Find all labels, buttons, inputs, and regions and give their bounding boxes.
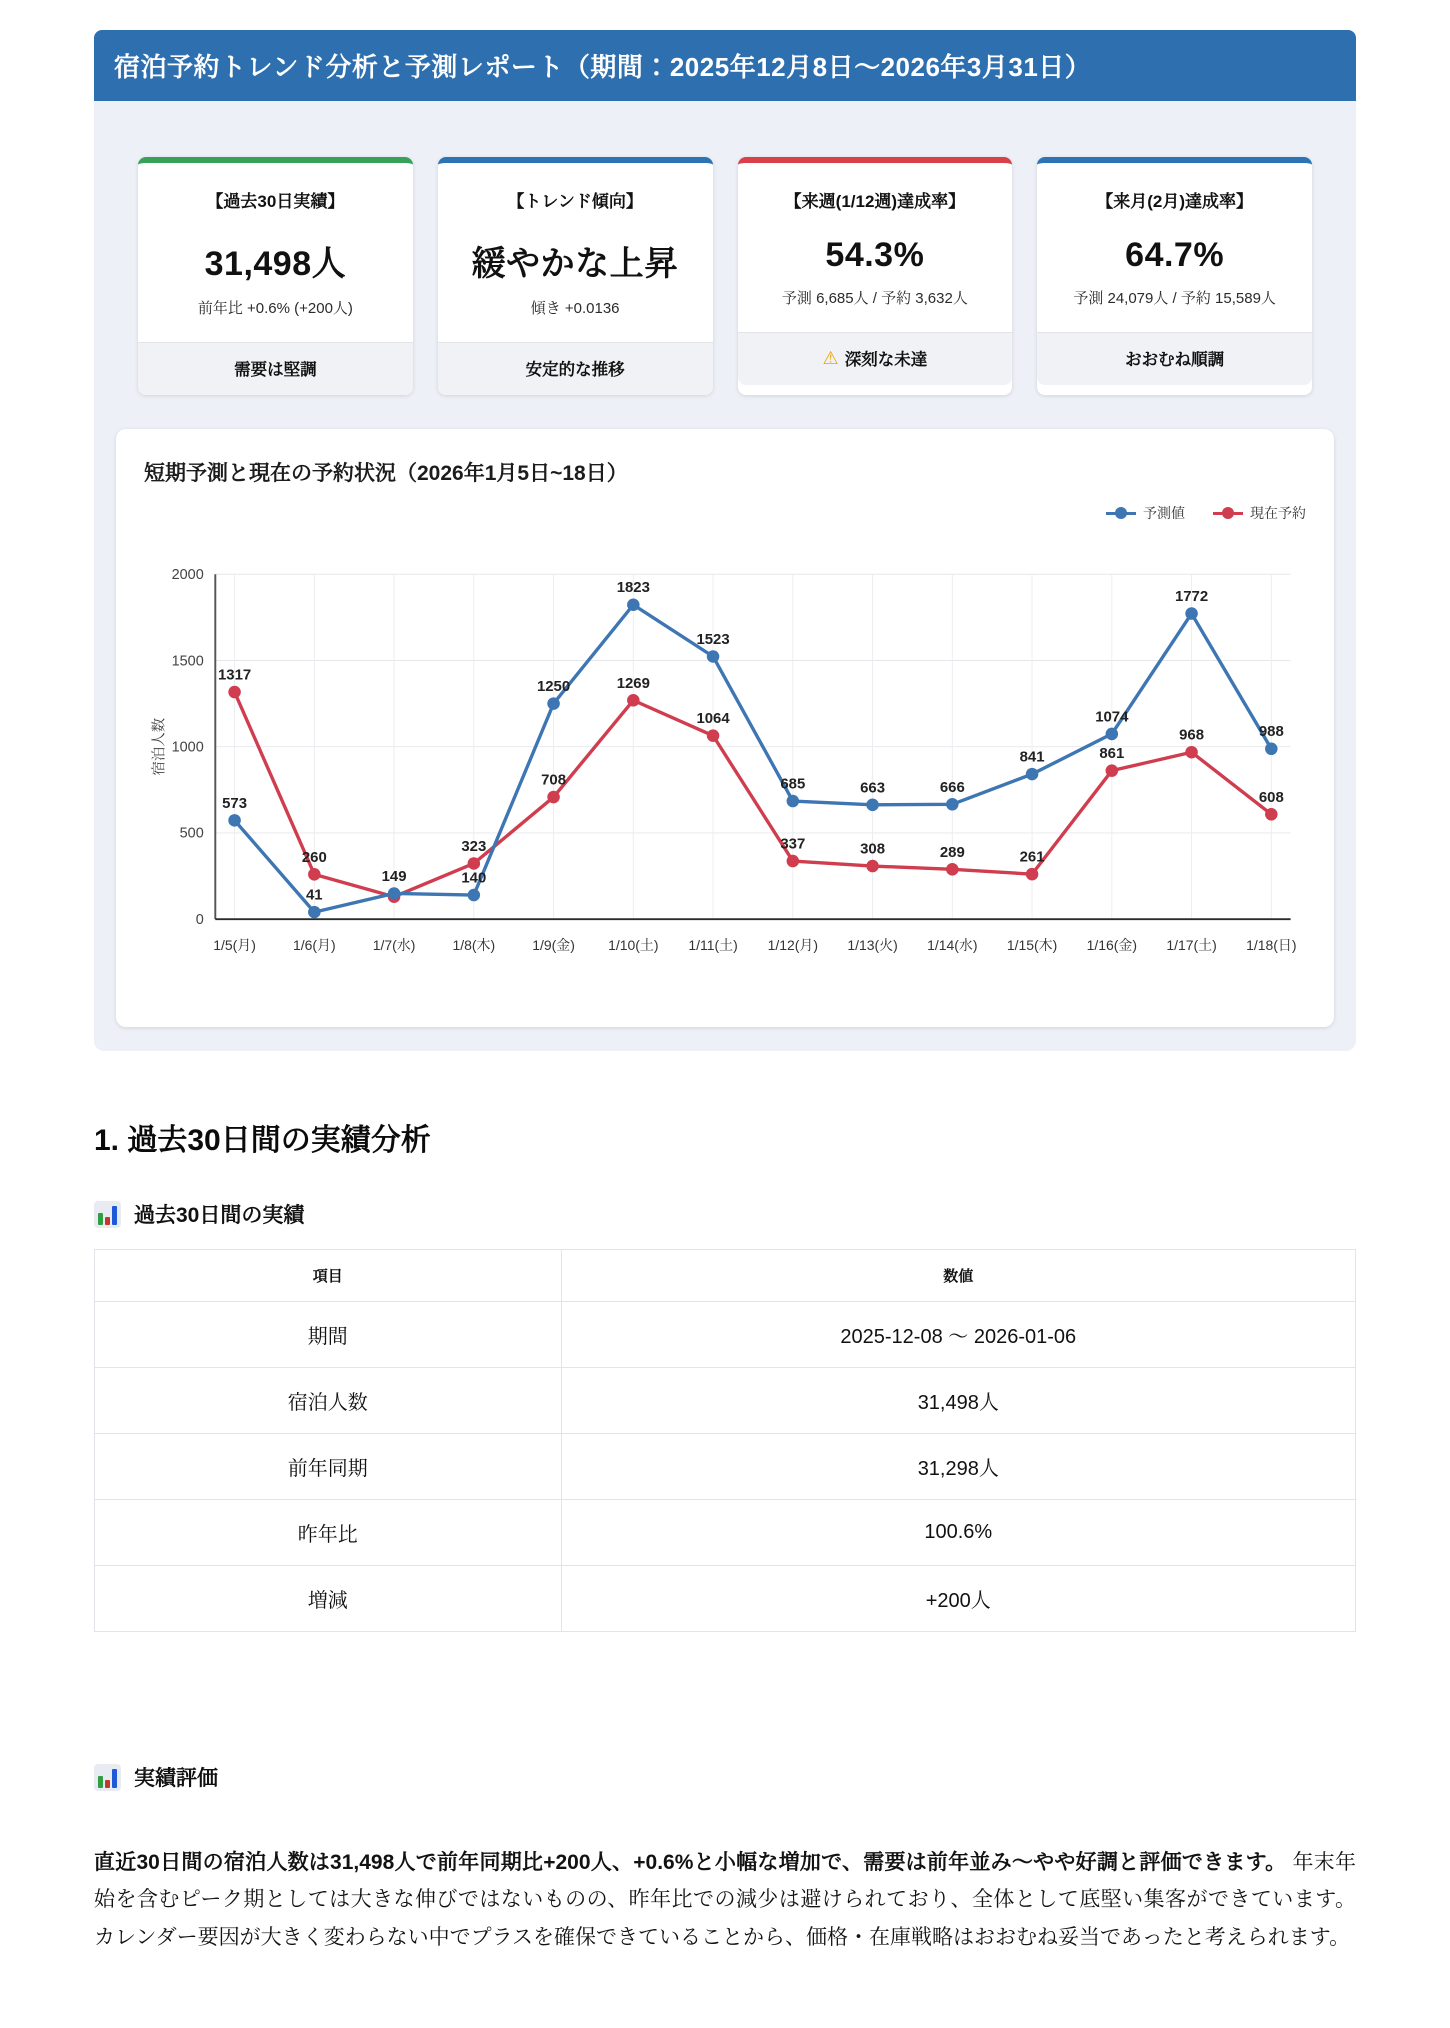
svg-text:500: 500 [179,825,204,842]
booking-line-chart [144,529,1306,1001]
card-footer [438,342,713,395]
svg-text:1/7(水): 1/7(水) [372,936,416,953]
table-header-value: 数値 [561,1250,1355,1302]
svg-text:1/11(土): 1/11(土) [688,936,738,953]
svg-text:337: 337 [780,835,806,853]
table-row: 昨年比 100.6% [95,1500,1356,1566]
evaluation-bold-text: 直近30日間の宿泊人数は31,498人で前年同期比+200人、+0.6%と小幅な増加で、需要は前年並み〜やや好調と評価できます。 [94,1851,1287,1874]
card-title: 【来月(2月)達成率】 [1096,192,1254,211]
card-footer-label: おおむね順調 [1125,351,1225,369]
table-body [95,1302,1356,1632]
svg-text:1/6(月): 1/6(月) [292,936,336,953]
legend-marker [1106,507,1136,519]
svg-text:1074: 1074 [1095,708,1129,726]
svg-text:1/16(金): 1/16(金) [1086,936,1138,953]
svg-text:1/18(日): 1/18(日) [1246,936,1297,953]
svg-text:323: 323 [461,837,487,855]
svg-text:1000: 1000 [171,739,204,756]
legend-item-forecast [1106,503,1185,523]
chart-legend [144,503,1306,523]
svg-text:260: 260 [301,848,327,866]
svg-text:861: 861 [1099,745,1125,763]
svg-text:708: 708 [541,771,567,789]
card-title: 【過去30日実績】 [206,192,345,211]
svg-text:149: 149 [381,867,407,885]
svg-text:666: 666 [939,778,965,796]
svg-text:1/8(木): 1/8(木) [452,936,496,953]
summary-card-past-30days [138,157,413,395]
table-row: 宿泊人数 31,498人 [95,1368,1356,1434]
svg-text:1/9(金): 1/9(金) [532,936,575,953]
summary-card-next-week-rate [738,157,1013,395]
bar-chart-icon [94,1764,121,1791]
svg-text:1823: 1823 [616,579,650,597]
svg-text:1269: 1269 [616,674,650,692]
svg-text:1/15(木): 1/15(木) [1006,936,1058,953]
evaluation-paragraph [94,1844,1356,1956]
svg-text:1500: 1500 [171,653,204,670]
svg-text:1/17(土): 1/17(土) [1166,936,1217,953]
svg-text:1/5(月): 1/5(月) [213,936,256,953]
evaluation-normal-text: 年末年始を含むピーク期としては大きな伸びではないものの、昨年比での減少は避けられており、全体として底堅い集客ができています。 カレンダー要因が大きく変わらない中でプラスを確保できていることから、価格・在庫戦略はおおむね妥当であったと考えられます。 [94,1851,1356,1949]
subheading-past-30days [94,1199,1356,1229]
hero-section [94,30,1356,1051]
legend-label: 現在予約 [1250,505,1306,521]
svg-text:968: 968 [1179,726,1205,744]
card-value: 緩やかな上昇 [471,245,679,283]
card-value: 31,498人 [204,245,347,283]
svg-text:1523: 1523 [696,630,730,648]
table-header [95,1250,1356,1302]
svg-text:0: 0 [195,911,204,928]
legend-item-actual [1213,503,1306,523]
svg-text:1064: 1064 [696,710,730,728]
summary-card-next-month-rate [1037,157,1312,395]
summary-cards [138,157,1312,395]
legend-marker [1213,507,1243,519]
svg-text:1/12(月): 1/12(月) [767,936,819,953]
report-page [94,30,1356,1956]
card-subtext: 予測 24,079人 / 予約 15,589人 [1073,290,1276,307]
chart-card [116,429,1334,1027]
card-subtext: 前年比 +0.6% (+200人) [197,300,353,317]
page-title: 宿泊予約トレンド分析と予測レポート（期間：2025年12月8日〜2026年3月31日） [114,52,1092,82]
svg-text:1250: 1250 [536,678,571,696]
card-footer-label: 需要は堅調 [234,361,317,379]
warning-icon: ⚠ [822,348,839,368]
svg-text:685: 685 [780,775,806,793]
svg-text:841: 841 [1019,748,1045,766]
table-row: 増減 +200人 [95,1566,1356,1632]
svg-text:608: 608 [1258,788,1284,806]
table-header-item: 項目 [95,1250,562,1302]
card-subtext: 予測 6,685人 / 予約 3,632人 [781,290,968,307]
svg-text:1/10(土): 1/10(土) [608,936,659,953]
report-header [94,30,1356,101]
chart-title: 短期予測と現在の予約状況（2026年1月5日~18日） [144,462,628,485]
svg-text:573: 573 [222,794,248,812]
section-heading: 1. 過去30日間の実績分析 [94,1124,431,1157]
table-row: 期間 2025-12-08 〜 2026-01-06 [95,1302,1356,1368]
bar-chart-icon [94,1201,121,1228]
card-footer [1037,332,1312,385]
svg-text:41: 41 [306,886,323,904]
svg-text:1/14(水): 1/14(水) [927,936,978,953]
results-table [94,1249,1356,1632]
card-subtext: 傾き +0.0136 [530,300,620,317]
svg-text:宿泊人数: 宿泊人数 [151,717,168,776]
card-footer [738,332,1013,385]
svg-text:988: 988 [1258,723,1284,741]
summary-card-trend [438,157,713,395]
subheading-label: 過去30日間の実績 [134,1204,305,1227]
card-value: 54.3% [825,236,925,274]
svg-text:1/13(火): 1/13(火) [847,936,898,953]
svg-text:261: 261 [1019,848,1045,866]
card-footer-label: 安定的な推移 [525,361,625,379]
card-title: 【来週(1/12週)達成率】 [784,192,966,211]
svg-text:2000: 2000 [171,567,204,584]
svg-text:1317: 1317 [217,666,252,684]
subheading-label: 実績評価 [134,1767,218,1790]
svg-text:663: 663 [860,779,886,797]
legend-label: 予測値 [1143,505,1185,521]
table-row: 前年同期 31,298人 [95,1434,1356,1500]
svg-text:140: 140 [461,869,487,887]
card-footer [138,342,413,395]
svg-text:289: 289 [939,843,965,861]
card-footer-label: 深刻な未達 [844,351,928,369]
subheading-evaluation [94,1762,1356,1792]
card-title: 【トレンド傾向】 [507,192,643,211]
svg-text:308: 308 [860,840,886,858]
card-value: 64.7% [1125,236,1225,274]
svg-text:1772: 1772 [1174,588,1209,606]
